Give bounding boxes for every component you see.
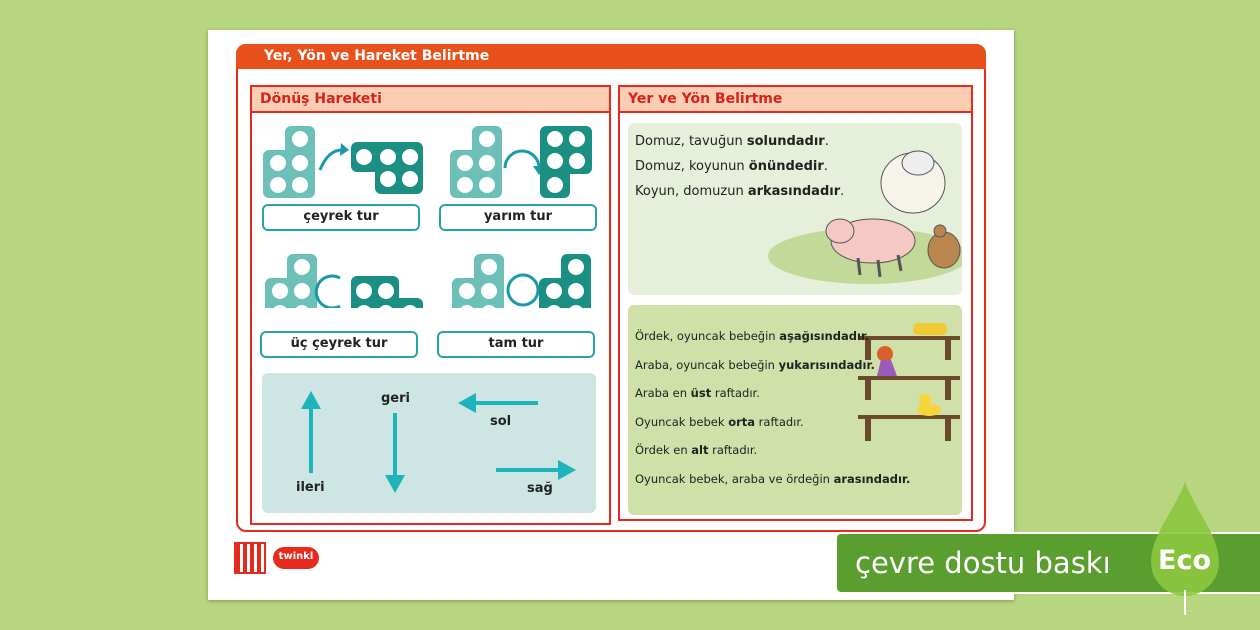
label-three-quarter-turn: üç çeyrek tur (260, 331, 418, 358)
sentence-keyword: arasındadır. (833, 471, 911, 486)
rotation-heading: Dönüş Hareketi (252, 87, 609, 113)
sentence-keyword: alt (691, 443, 709, 458)
shelf-sentence (635, 351, 910, 380)
animal-sentence (635, 179, 844, 204)
animal-sentences (635, 129, 844, 204)
sentence-keyword: aşağısındadır. (779, 329, 870, 343)
label-full-turn: tam tur (437, 331, 595, 358)
sentence-keyword: solundadır (746, 134, 825, 149)
sentence-text: . (824, 134, 829, 149)
sentence-keyword: arkasındadır (747, 184, 841, 199)
sentence-text: . (823, 159, 828, 174)
twinkl-logo: twinkl (273, 547, 319, 569)
label-left: sol (490, 414, 512, 429)
arrow-threequarter-icon (316, 276, 340, 308)
shape-quarter-before (263, 126, 315, 198)
shape-full-before (452, 254, 504, 308)
qr-code-icon (236, 544, 264, 572)
sentence-text: Koyun, domuzun (635, 184, 748, 199)
label-quarter-turn: çeyrek tur (262, 204, 420, 231)
sentence-keyword: üst (690, 386, 712, 401)
shape-half-after (540, 126, 592, 198)
sentence-keyword: orta (728, 414, 756, 429)
worksheet-title: Yer, Yön ve Hareket Belirtme (236, 44, 986, 69)
label-back: geri (381, 391, 410, 406)
label-half-turn: yarım tur (439, 204, 597, 231)
label-right: sağ (527, 481, 553, 496)
sentence-text: raftadır. (708, 443, 758, 458)
sentence-text: Ördek, oyuncak bebeğin (635, 329, 780, 343)
shape-half-before (450, 126, 502, 198)
eco-banner-text: çevre dostu baskı (855, 546, 1111, 580)
sentence-text: Domuz, koyunun (635, 159, 749, 174)
shape-quarter-after (351, 142, 423, 194)
toy-car-icon (913, 323, 947, 335)
arrow-full-icon (508, 275, 538, 305)
sentence-text: . (840, 184, 845, 199)
shape-full-after (539, 254, 591, 308)
sentence-text: Oyuncak bebek, araba ve ördeğin (635, 471, 834, 486)
shelf-sentence (635, 322, 910, 351)
sentence-text: raftadır. (711, 386, 760, 401)
shelf-sentence (635, 436, 910, 465)
shelf-sentence (635, 465, 910, 494)
position-heading: Yer ve Yön Belirtme (620, 87, 971, 113)
animal-sentence (635, 154, 844, 179)
sentence-keyword: önündedir (748, 159, 824, 174)
sentence-text: Domuz, tavuğun (635, 134, 747, 149)
sentence-text: Oyuncak bebek (635, 414, 729, 429)
sentence-text: Ördek en (635, 443, 692, 458)
sentence-text: Araba, oyuncak bebeğin (635, 357, 779, 372)
sentence-text: raftadır. (755, 414, 804, 429)
sentence-text: Araba en (635, 386, 691, 401)
arrow-half-icon (505, 151, 539, 168)
animal-sentence (635, 129, 844, 154)
shelf-sentence (635, 379, 910, 408)
label-forward: ileri (296, 480, 325, 495)
shelf-sentence (635, 408, 910, 437)
shape-threequarter-before (265, 254, 317, 308)
eco-badge: Eco (1158, 545, 1211, 576)
shelf-sentences (635, 322, 910, 494)
sentence-keyword: yukarısındadır. (778, 357, 875, 372)
shape-threequarter-after (351, 276, 423, 308)
arrow-quarter-icon (320, 150, 342, 170)
